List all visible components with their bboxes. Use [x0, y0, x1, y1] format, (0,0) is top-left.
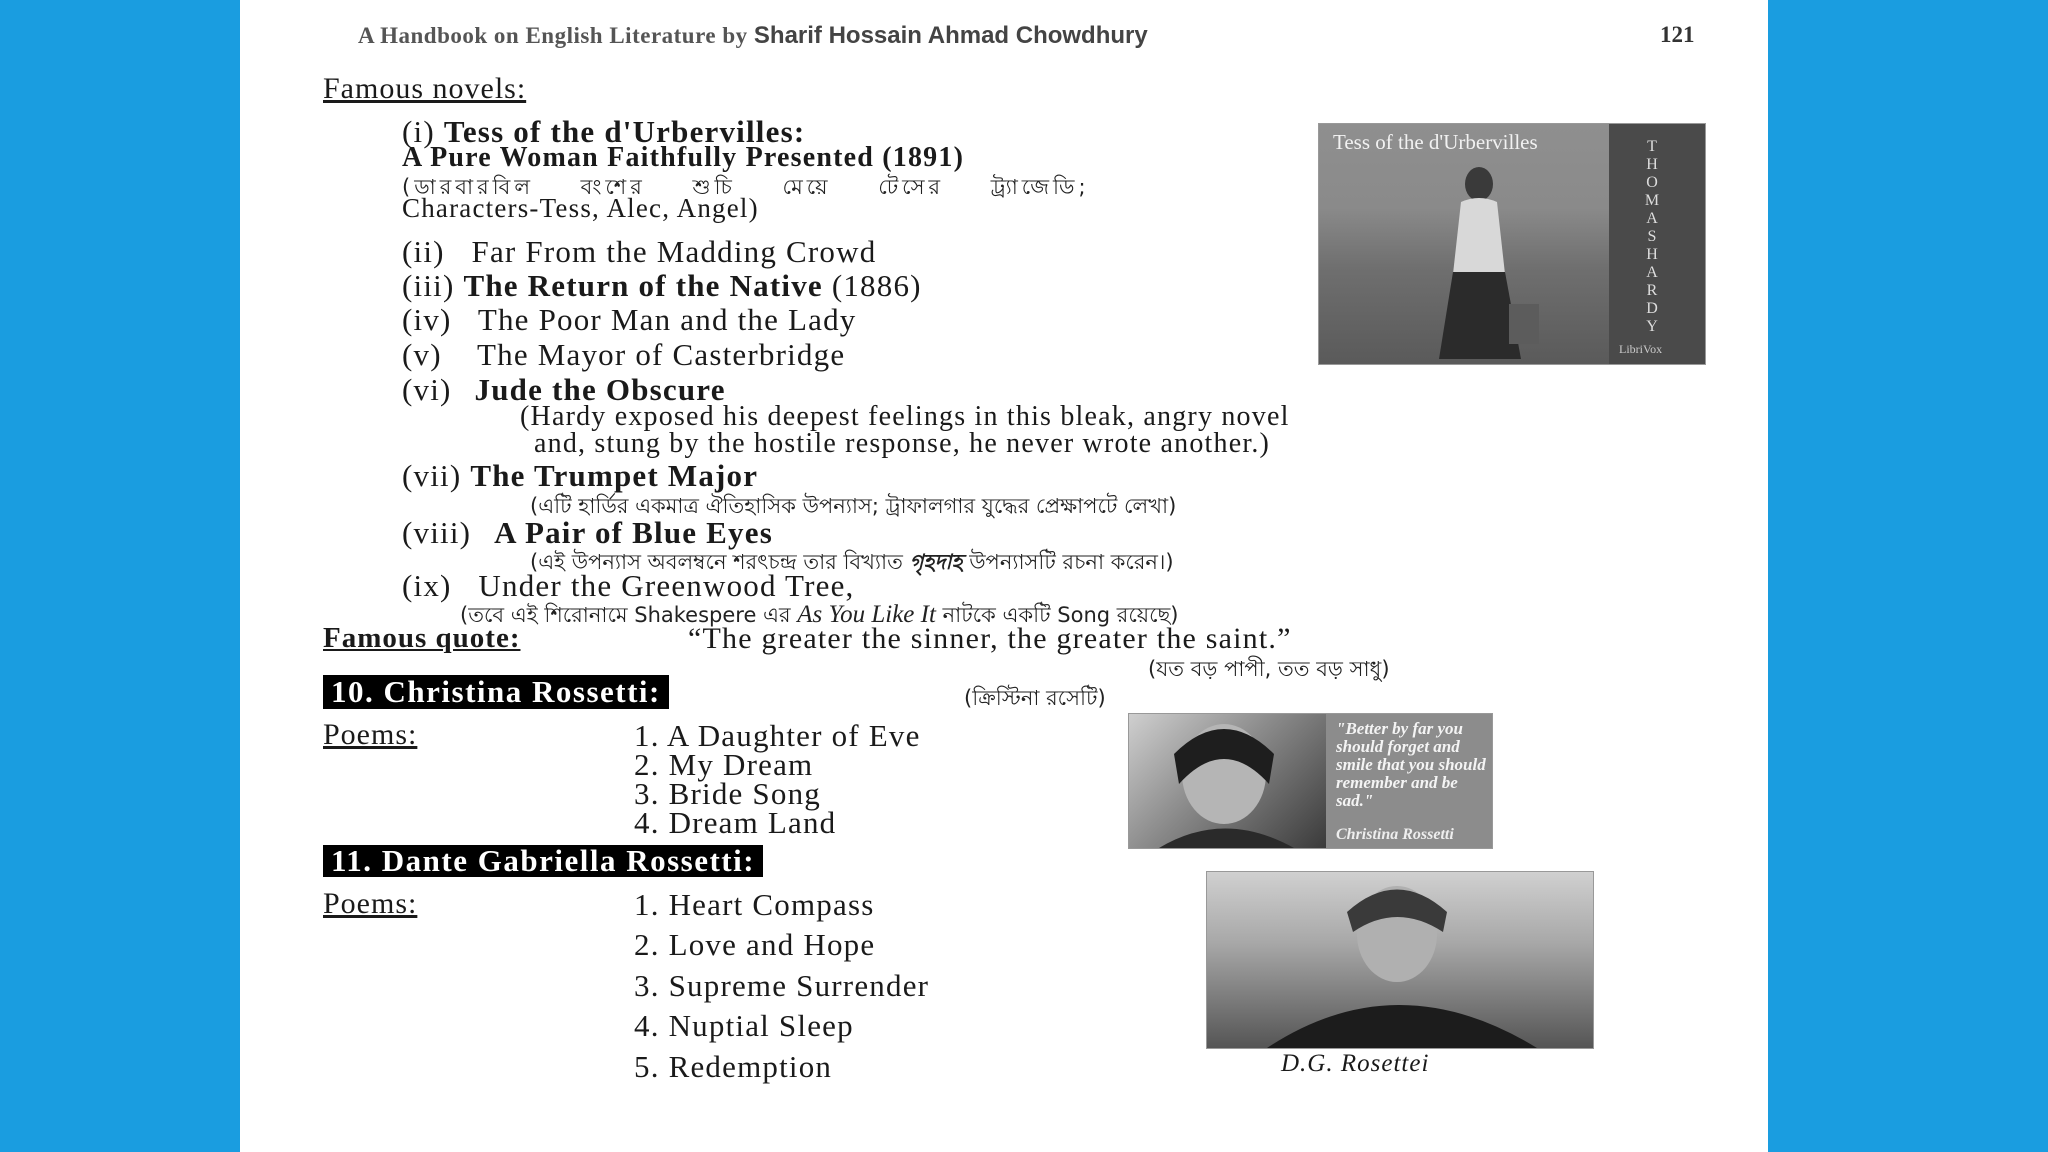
famous-quote-bn: (যত বড় পাপী, তত বড় সাধু): [1148, 657, 1390, 681]
christina-poems-label: Poems:: [323, 718, 418, 751]
famous-novels-label: Famous novels:: [323, 72, 527, 105]
christina-rossetti-bn: (ক্রিস্টিনা রসেটি): [964, 686, 1106, 710]
page-number: 121: [1660, 22, 1695, 47]
novel-2: (ii) Far From the Madding Crowd: [402, 234, 877, 269]
novel-7-note-bn: (এটি হার্ডির একমাত্র ঐতিহাসিক উপন্যাস; ট্রাফালগার যুদ্ধের প্রেক্ষাপটে লেখা): [530, 494, 1177, 518]
novel-1-title: Tess of the d'Urbervilles:: [443, 114, 806, 149]
portrait-silhouette: [1207, 872, 1593, 1048]
dante-poem-2: 2. Love and Hope: [634, 927, 876, 962]
novel-3-title: The Return of the Native: [463, 268, 823, 303]
novel-7-title: The Trumpet Major: [470, 458, 759, 493]
christina-poem-4: 4. Dream Land: [634, 805, 837, 840]
famous-quote-label: Famous quote:: [323, 622, 521, 654]
novel-6-note-line1: (Hardy exposed his deepest feelings in this bleak, angry novel: [520, 401, 1290, 432]
christina-rossetti-banner: 10. Christina Rossetti:: [323, 675, 669, 709]
novel-1-note-bn: (ডারবারবিল বংশের শুচি মেয়ে টেসের ট্র্যাজেডি;: [402, 175, 1090, 199]
novel-7: [402, 458, 758, 494]
dante-poem-5: 5. Redemption: [634, 1049, 833, 1084]
famous-quote-text: “The greater the sinner, the greater the saint.”: [688, 622, 1292, 655]
novel-8-title: A Pair of Blue Eyes: [494, 515, 773, 550]
woman-with-bucket-illustration: [1409, 154, 1559, 364]
dante-rossetti-photo: [1206, 871, 1594, 1049]
novel-6-number: (vi): [402, 372, 452, 407]
author-name: Sharif Hossain Ahmad Chowdhury: [753, 22, 1148, 49]
novel-8-note-a: (এই উপন্যাস অবলম্বনে শরৎচন্দ্র তার বিখ্যাত: [530, 550, 903, 574]
christina-poem-1: 1. A Daughter of Eve: [634, 718, 921, 753]
christina-rossetti-portrait: [1128, 713, 1328, 849]
novel-6-title: Jude the Obscure: [474, 372, 726, 407]
dante-rossetti-banner: 11. Dante Gabriella Rossetti:: [323, 845, 763, 877]
novel-3-number: (iii): [402, 268, 455, 303]
novel-5: (v) The Mayor of Casterbridge: [402, 337, 846, 372]
christina-quote-card-text: "Better by far you should forget and smile that you should remember and be sad.": [1336, 719, 1486, 810]
novel-8-note-b: উপন্যাসটি রচনা করেন।): [969, 550, 1174, 574]
novel-1-number: (i): [402, 114, 435, 149]
novel-1-characters: Characters-Tess, Alec, Angel): [402, 193, 759, 223]
tess-book-cover: [1318, 123, 1706, 365]
christina-quote-card: [1326, 713, 1493, 849]
christina-quote-card-author: Christina Rossetti: [1336, 826, 1454, 843]
dante-poems-label: Poems:: [323, 887, 418, 920]
book-cover-title: Tess of the d'Urbervilles: [1333, 130, 1538, 154]
novel-9-note-b: নাটকে একটি Song রয়েছে): [942, 603, 1179, 627]
novel-9: (ix) Under the Greenwood Tree,: [402, 568, 855, 603]
christina-poem-3: 3. Bride Song: [634, 776, 821, 811]
novel-3-year: (1886): [831, 268, 922, 303]
dante-photo-caption: D.G. Rosettei: [1281, 1050, 1430, 1077]
dante-poem-3: 3. Supreme Surrender: [634, 968, 930, 1003]
novel-1-subtitle: A Pure Woman Faithfully Presented (1891): [402, 142, 965, 173]
dante-poem-1: 1. Heart Compass: [634, 887, 875, 922]
book-cover-publisher: LibriVox: [1619, 342, 1663, 356]
portrait-silhouette: [1129, 714, 1327, 848]
novel-3: [402, 268, 922, 304]
novel-9-note-a: (তবে এই শিরোনামে Shakespere এর: [460, 603, 791, 627]
novel-6-note-line2: and, stung by the hostile response, he never wrote another.): [534, 428, 1271, 459]
novel-8-number: (viii): [402, 515, 472, 550]
novel-4: (iv) The Poor Man and the Lady: [402, 302, 857, 337]
christina-poem-2: 2. My Dream: [634, 747, 814, 782]
book-cover-author: THOMAS HARDY: [1644, 138, 1660, 335]
novel-8-note-emphasis: গৃহদাহ: [909, 550, 963, 574]
novel-9-note-emphasis: As You Like It: [797, 601, 936, 628]
book-title: A Handbook on English Literature by: [358, 23, 748, 48]
document-page: [240, 0, 1768, 1152]
running-header: [358, 22, 1148, 50]
novel-7-number: (vii): [402, 458, 462, 493]
dante-poem-4: 4. Nuptial Sleep: [634, 1008, 854, 1043]
